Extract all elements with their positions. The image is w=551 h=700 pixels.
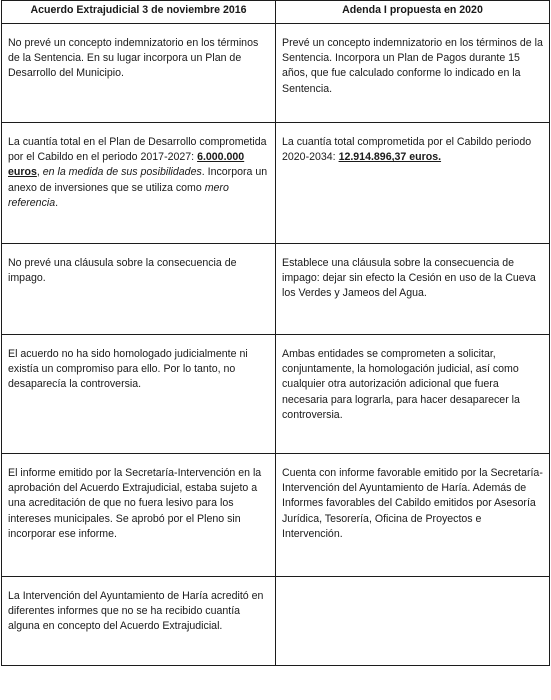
cell-right bbox=[276, 24, 550, 123]
cell-left bbox=[2, 244, 276, 335]
text-run: . bbox=[55, 196, 59, 209]
header-right: Adenda I propuesta en 2020 bbox=[276, 1, 550, 24]
cell-left bbox=[2, 577, 276, 666]
table-header-row bbox=[2, 1, 550, 24]
amount-text: 6.000.000 euros bbox=[8, 151, 245, 179]
cell-left bbox=[2, 454, 276, 577]
comparison-table bbox=[1, 0, 550, 666]
cell-text: La Intervención del Ayuntamiento de Haría acreditó en diferentes informes que no se ha recibido cuantía alguna en concepto del Acuerdo Extrajudicial. bbox=[8, 590, 264, 633]
cell-right bbox=[276, 123, 550, 244]
cell-text bbox=[282, 577, 543, 589]
emphasis-text: en la medida de sus posibilidades bbox=[42, 166, 202, 179]
table-row bbox=[2, 24, 550, 123]
cell-right bbox=[276, 244, 550, 335]
text-run: La cuantía total en el Plan de Desarrollo comprometida por el Cabildo en el periodo 2017-2027: bbox=[8, 136, 267, 164]
cell-right bbox=[276, 335, 550, 454]
cell-text: No prevé una cláusula sobre la consecuencia de impago. bbox=[8, 257, 237, 285]
cell-text: No prevé un concepto indemnizatorio en los términos de la Sentencia. En su lugar incorpora un Plan de Desarrollo del Municipio. bbox=[8, 37, 259, 80]
text-run: , bbox=[36, 166, 43, 179]
cell-text: Ambas entidades se comprometen a solicitar, conjuntamente, la homologación judicial, así como cualquier otra autorización adicional que fuera necesaria para lograrla, para hacer desaparecer la controversia. bbox=[282, 348, 520, 421]
cell-left bbox=[2, 335, 276, 454]
cell-left bbox=[2, 123, 276, 244]
text-run: . Incorpora un anexo de inversiones que se utiliza como bbox=[8, 166, 268, 194]
table-row bbox=[2, 577, 550, 666]
cell-text: El acuerdo no ha sido homologado judicialmente ni existía un compromiso para ello. Por lo tanto, no desaparecía la controversia. bbox=[8, 348, 248, 391]
table-row bbox=[2, 244, 550, 335]
header-left: Acuerdo Extrajudicial 3 de noviembre 2016 bbox=[2, 1, 276, 24]
cell-left bbox=[2, 24, 276, 123]
cell-text: El informe emitido por la Secretaría-Intervención en la aprobación del Acuerdo Extrajudicial, estaba sujeto a una acreditación de que no fuera lesivo para los intereses municipales. Se aprobó por el Pleno sin incorporar ese informe. bbox=[8, 467, 262, 540]
cell-text bbox=[282, 123, 543, 165]
cell-text: Prevé un concepto indemnizatorio en los términos de la Sentencia. Incorpora un Plan de Pagos durante 15 años, que fue calculado conforme lo indicado en la Sentencia. bbox=[282, 37, 543, 95]
amount-text: 12.914.896,37 euros. bbox=[338, 151, 442, 164]
table-row bbox=[2, 335, 550, 454]
cell-text bbox=[8, 123, 269, 211]
cell-right bbox=[276, 577, 550, 666]
cell-text: Cuenta con informe favorable emitido por la Secretaría-Intervención del Ayuntamiento de Haría. Además de Informes favorables del Cabildo emitidos por Asesoría Jurídica, Tesorería, Oficina de Proyectos e Intervención. bbox=[282, 467, 543, 540]
table-row bbox=[2, 123, 550, 244]
text-run: La cuantía total comprometida por el Cabildo periodo 2020-2034: bbox=[282, 136, 532, 164]
cell-right bbox=[276, 454, 550, 577]
emphasis-text: mero referencia bbox=[8, 181, 229, 209]
table-row bbox=[2, 454, 550, 577]
cell-text: Establece una cláusula sobre la consecuencia de impago: dejar sin efecto la Cesión en uso de la Cueva los Verdes y Jameos del Agua. bbox=[282, 257, 536, 300]
